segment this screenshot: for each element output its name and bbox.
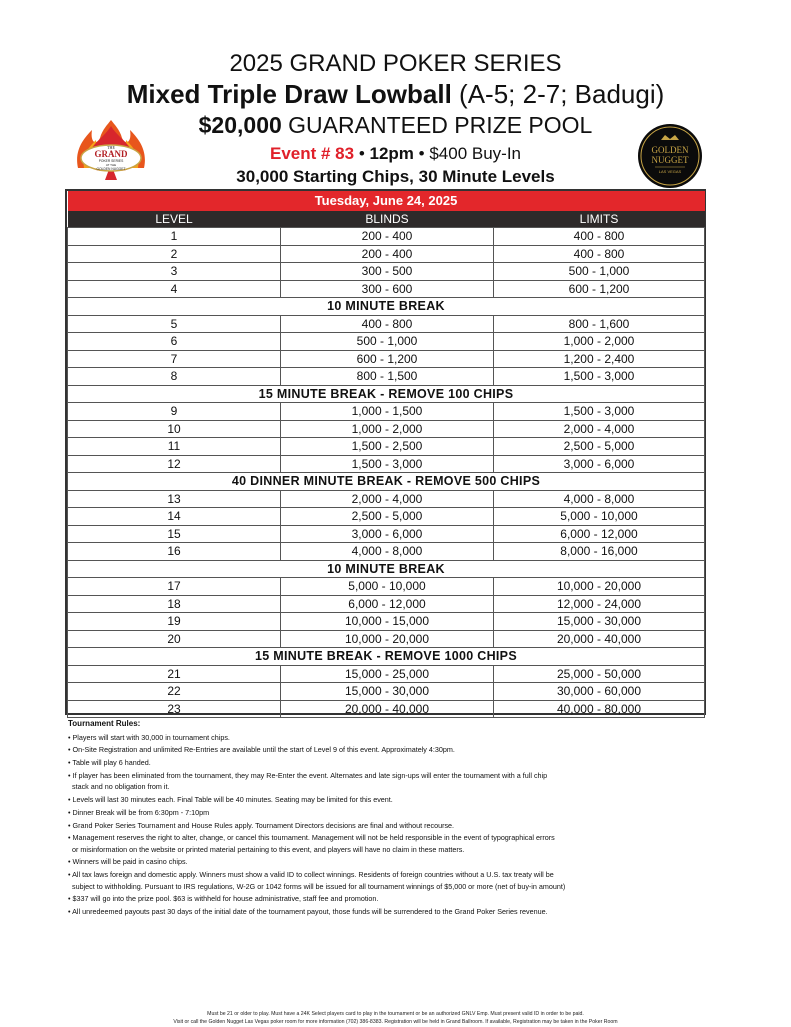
cell-blinds: 1,500 - 3,000 [281, 455, 494, 473]
cell-blinds: 15,000 - 25,000 [281, 665, 494, 683]
cell-blinds: 6,000 - 12,000 [281, 595, 494, 613]
cell-level: 15 [68, 525, 281, 543]
rule-item [68, 869, 728, 892]
cell-limits: 800 - 1,600 [494, 315, 705, 333]
rule-line: • Management reserves the right to alter, change, or cancel this tournament. Management will not be held responsible in the event of typographical errors [68, 833, 555, 843]
break-label: 10 MINUTE BREAK [68, 560, 705, 578]
cell-limits: 400 - 800 [494, 228, 705, 246]
logo-left-gn: GOLDEN NUGGET [96, 167, 126, 171]
level-row [68, 280, 705, 298]
cell-blinds: 200 - 400 [281, 245, 494, 263]
break-row [68, 298, 705, 316]
rule-item [68, 732, 728, 743]
rule-line: • On-Site Registration and unlimited Re-Entries are available until the start of Level 9 of this event. Approximately 4:30pm. [68, 745, 455, 755]
structure-table [65, 189, 706, 715]
event-date: Tuesday, June 24, 2025 [68, 191, 705, 211]
cell-level: 22 [68, 683, 281, 701]
cell-blinds: 10,000 - 15,000 [281, 613, 494, 631]
rules-title: Tournament Rules: [68, 719, 141, 728]
rule-item [68, 893, 728, 904]
level-row [68, 403, 705, 421]
footer-line-2: Visit or call the Golden Nugget Las Vegas poker room for more information (702) 386-8383. Registration will be held in Grand Ballroom. If available, Registration may be taken in the Poker Room [173, 1019, 618, 1025]
level-row [68, 613, 705, 631]
level-row [68, 350, 705, 368]
guarantee-text: GUARANTEED PRIZE POOL [288, 112, 593, 138]
rule-item [68, 794, 728, 805]
cell-level: 20 [68, 630, 281, 648]
logo-right-golden: GOLDEN [651, 145, 689, 155]
col-limits: LIMITS [494, 211, 705, 228]
cell-blinds: 600 - 1,200 [281, 350, 494, 368]
cell-blinds: 10,000 - 20,000 [281, 630, 494, 648]
footer-line-1: Must be 21 or older to play. Must have a 24K Select players card to play in the tournament or be an authorized GNLV Emp. Must present valid ID in order to be paid. [207, 1011, 584, 1017]
rule-line: • Dinner Break will be from 6:30pm - 7:10pm [68, 807, 210, 817]
level-row [68, 700, 705, 718]
cell-limits: 15,000 - 30,000 [494, 613, 705, 631]
cell-limits: 1,200 - 2,400 [494, 350, 705, 368]
logo-right-lv: LAS VEGAS [658, 169, 682, 174]
cell-limits: 1,500 - 3,000 [494, 368, 705, 386]
cell-limits: 400 - 800 [494, 245, 705, 263]
logo-left-series: POKER SERIES [98, 159, 124, 163]
level-row [68, 228, 705, 246]
break-row [68, 473, 705, 491]
break-label: 40 DINNER MINUTE BREAK - REMOVE 500 CHIPS [68, 473, 705, 491]
rule-line: • Winners will be paid in casino chips. [68, 857, 188, 867]
date-row [68, 191, 705, 211]
level-row [68, 578, 705, 596]
rule-item [68, 832, 728, 855]
rule-line: • If player has been eliminated from the tournament, they may Re-Enter the event. Alternates and late sign-ups will enter the tournament with a full chip [68, 770, 548, 780]
rule-item [68, 757, 728, 768]
game-title [0, 79, 791, 110]
cell-limits: 20,000 - 40,000 [494, 630, 705, 648]
cell-level: 4 [68, 280, 281, 298]
guarantee-amount: $20,000 [198, 112, 282, 138]
level-row [68, 438, 705, 456]
cell-blinds: 1,000 - 2,000 [281, 420, 494, 438]
break-label: 15 MINUTE BREAK - REMOVE 100 CHIPS [68, 385, 705, 403]
cell-blinds: 800 - 1,500 [281, 368, 494, 386]
column-header-row [68, 211, 705, 228]
cell-blinds: 400 - 800 [281, 315, 494, 333]
cell-level: 5 [68, 315, 281, 333]
cell-blinds: 2,500 - 5,000 [281, 508, 494, 526]
cell-limits: 2,500 - 5,000 [494, 438, 705, 456]
cell-blinds: 2,000 - 4,000 [281, 490, 494, 508]
grand-poker-series-logo [70, 120, 152, 190]
cell-limits: 500 - 1,000 [494, 263, 705, 281]
rule-item [68, 820, 728, 831]
event-number: Event # 83 [269, 144, 355, 163]
cell-level: 3 [68, 263, 281, 281]
golden-nugget-logo [637, 123, 703, 189]
level-row [68, 525, 705, 543]
cell-level: 23 [68, 700, 281, 718]
logo-left-the: THE [107, 145, 115, 150]
level-row [68, 333, 705, 351]
cell-level: 18 [68, 595, 281, 613]
cell-level: 2 [68, 245, 281, 263]
cell-blinds: 300 - 500 [281, 263, 494, 281]
break-row [68, 385, 705, 403]
level-row [68, 455, 705, 473]
rule-item [68, 770, 728, 793]
rule-line: • All unredeemed payouts past 30 days of the initial date of the tournament payout, those funds will be surrendered to the Grand Poker Series revenue. [68, 907, 548, 917]
rule-line: • Players will start with 30,000 in tournament chips. [68, 732, 230, 742]
cell-blinds: 3,000 - 6,000 [281, 525, 494, 543]
rule-line: • $337 will go into the prize pool. $63 is withheld for house administrative, staff fee and promotion. [68, 894, 379, 904]
cell-level: 1 [68, 228, 281, 246]
cell-limits: 5,000 - 10,000 [494, 508, 705, 526]
col-level: LEVEL [68, 211, 281, 228]
cell-limits: 30,000 - 60,000 [494, 683, 705, 701]
rule-line: • Grand Poker Series Tournament and House Rules apply. Tournament Directors decisions are final and without recourse. [68, 820, 455, 830]
game-name: Mixed Triple Draw Lowball [126, 79, 452, 109]
cell-level: 21 [68, 665, 281, 683]
cell-level: 13 [68, 490, 281, 508]
rule-line: subject to withholding. Pursuant to IRS regulations, W-2G or 1042 forms will be issued for all tournament winnings of $5,000 or more (net of buy-in amount) [72, 881, 566, 891]
cell-blinds: 300 - 600 [281, 280, 494, 298]
cell-blinds: 5,000 - 10,000 [281, 578, 494, 596]
col-blinds: BLINDS [281, 211, 494, 228]
rule-line: • All tax laws foreign and domestic apply. Winners must show a valid ID to collect winnings. Residents of foreign countries without a U.S. tax treaty will be [68, 870, 554, 880]
rule-line: or misinformation on the website or printed material pertaining to this event, and players will have no claim in these matters. [72, 844, 465, 854]
cell-level: 8 [68, 368, 281, 386]
cell-blinds: 200 - 400 [281, 228, 494, 246]
level-row [68, 245, 705, 263]
cell-level: 7 [68, 350, 281, 368]
break-label: 15 MINUTE BREAK - REMOVE 1000 CHIPS [68, 648, 705, 666]
level-row [68, 630, 705, 648]
cell-limits: 25,000 - 50,000 [494, 665, 705, 683]
break-row [68, 560, 705, 578]
cell-blinds: 15,000 - 30,000 [281, 683, 494, 701]
cell-blinds: 1,000 - 1,500 [281, 403, 494, 421]
cell-level: 6 [68, 333, 281, 351]
cell-blinds: 500 - 1,000 [281, 333, 494, 351]
level-row [68, 315, 705, 333]
cell-limits: 3,000 - 6,000 [494, 455, 705, 473]
rule-line: stack and no obligation from it. [72, 782, 170, 792]
event-time: 12pm [369, 144, 414, 163]
break-row [68, 648, 705, 666]
cell-limits: 4,000 - 8,000 [494, 490, 705, 508]
cell-limits: 8,000 - 16,000 [494, 543, 705, 561]
logo-left-grand: GRAND [94, 149, 128, 159]
cell-limits: 40,000 - 80,000 [494, 700, 705, 718]
rule-item [68, 906, 728, 917]
logo-left-atthe: AT THE [105, 163, 117, 167]
cell-limits: 10,000 - 20,000 [494, 578, 705, 596]
cell-blinds: 4,000 - 8,000 [281, 543, 494, 561]
level-row [68, 263, 705, 281]
cell-limits: 600 - 1,200 [494, 280, 705, 298]
cell-blinds: 1,500 - 2,500 [281, 438, 494, 456]
cell-level: 12 [68, 455, 281, 473]
cell-limits: 1,000 - 2,000 [494, 333, 705, 351]
level-row [68, 595, 705, 613]
level-row [68, 420, 705, 438]
cell-limits: 2,000 - 4,000 [494, 420, 705, 438]
rule-line: • Levels will last 30 minutes each. Final Table will be 40 minutes. Seating may be limited for this event. [68, 794, 393, 804]
level-row [68, 683, 705, 701]
level-row [68, 543, 705, 561]
level-row [68, 508, 705, 526]
cell-level: 17 [68, 578, 281, 596]
level-row [68, 665, 705, 683]
cell-level: 10 [68, 420, 281, 438]
cell-limits: 1,500 - 3,000 [494, 403, 705, 421]
buyin: $400 Buy-In [429, 144, 522, 163]
cell-level: 14 [68, 508, 281, 526]
chips-levels: 30,000 Starting Chips, 30 Minute Levels [236, 167, 555, 186]
cell-level: 19 [68, 613, 281, 631]
cell-level: 9 [68, 403, 281, 421]
series-title: 2025 GRAND POKER SERIES [229, 50, 562, 77]
rule-item [68, 807, 728, 818]
cell-blinds: 20,000 - 40,000 [281, 700, 494, 718]
cell-level: 16 [68, 543, 281, 561]
logo-right-nugget: NUGGET [651, 155, 689, 165]
rule-item [68, 856, 728, 867]
level-row [68, 490, 705, 508]
rule-item [68, 744, 728, 755]
event-line: Event # 83 • 12pm • $400 Buy-In [269, 144, 522, 163]
level-row [68, 368, 705, 386]
cell-limits: 6,000 - 12,000 [494, 525, 705, 543]
rule-line: • Table will play 6 handed. [68, 758, 151, 768]
cell-limits: 12,000 - 24,000 [494, 595, 705, 613]
break-label: 10 MINUTE BREAK [68, 298, 705, 316]
game-variants: (A-5; 2-7; Badugi) [459, 79, 665, 109]
cell-level: 11 [68, 438, 281, 456]
tournament-rules [68, 718, 728, 917]
